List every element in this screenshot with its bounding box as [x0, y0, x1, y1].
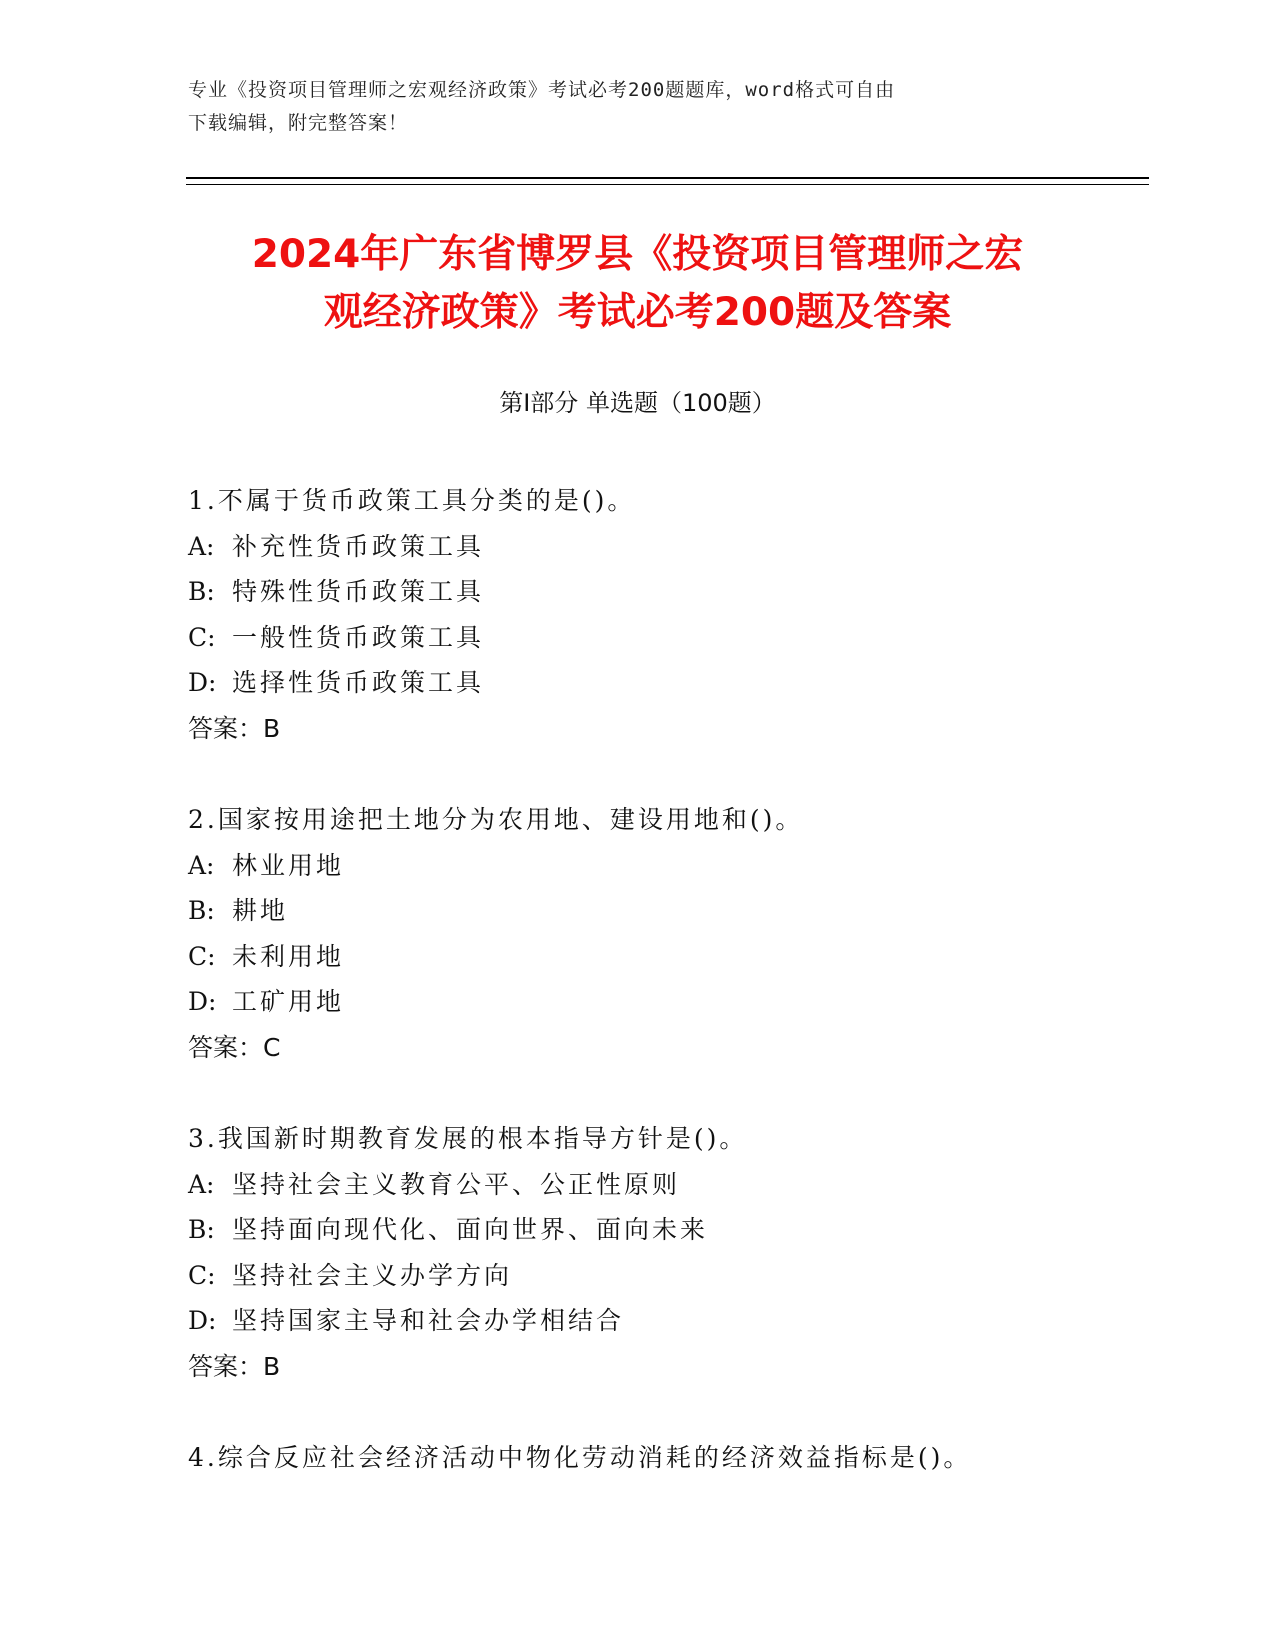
- option-text: 坚持面向现代化、面向世界、面向未来: [232, 1215, 709, 1244]
- option-text: 坚持国家主导和社会办学相结合: [232, 1306, 625, 1335]
- option-letter: A:: [188, 1169, 215, 1199]
- option-text: 坚持社会主义办学方向: [232, 1260, 513, 1290]
- option-letter: D:: [188, 668, 217, 697]
- document-title: [150, 226, 1125, 342]
- option-letter: C:: [188, 941, 216, 971]
- question-stem: 4.综合反应社会经济活动中物化劳动消耗的经济效益指标是()。: [188, 1443, 972, 1472]
- option-a: [188, 1162, 1188, 1208]
- option-letter: A:: [188, 850, 215, 880]
- option-text: 补充性货币政策工具: [232, 531, 485, 561]
- answer: 答案：C: [188, 1032, 281, 1062]
- question-4: [188, 1435, 1188, 1481]
- option-letter: C:: [188, 622, 216, 652]
- option-letter: A:: [188, 531, 215, 561]
- option-letter: B:: [188, 1215, 215, 1244]
- option-b: [188, 569, 1188, 615]
- option-letter: B:: [188, 577, 215, 606]
- header-divider-thick: [186, 177, 1149, 179]
- header-note: [188, 74, 1088, 140]
- question-3: [188, 1116, 1188, 1389]
- option-text: 工矿用地: [232, 987, 345, 1016]
- header-note-line-1: 专业《投资项目管理师之宏观经济政策》考试必考200题题库，word格式可自由: [188, 79, 896, 101]
- option-text: 林业用地: [232, 850, 345, 880]
- option-b: [188, 1207, 1188, 1253]
- header-note-line-2: 下载编辑，附完整答案！: [188, 112, 409, 134]
- question-1: [188, 478, 1188, 751]
- option-c: [188, 1253, 1188, 1299]
- option-d: [188, 1298, 1188, 1344]
- option-letter: D:: [188, 1306, 217, 1335]
- question-stem: 2.国家按用途把土地分为农用地、建设用地和()。: [188, 805, 804, 834]
- document-title-line-2: 观经济政策》考试必考200题及答案: [323, 290, 952, 335]
- question-2: [188, 797, 1188, 1070]
- option-c: [188, 615, 1188, 661]
- option-text: 未利用地: [232, 941, 345, 971]
- option-text: 特殊性货币政策工具: [232, 577, 485, 606]
- answer: 答案：B: [188, 713, 281, 743]
- option-text: 耕地: [232, 896, 289, 925]
- option-d: [188, 660, 1188, 706]
- question-stem: 3.我国新时期教育发展的根本指导方针是()。: [188, 1124, 748, 1153]
- option-letter: D:: [188, 987, 217, 1016]
- answer: 答案：B: [188, 1351, 281, 1381]
- header-divider-thin: [186, 184, 1149, 185]
- option-letter: B:: [188, 896, 215, 925]
- question-stem: 1.不属于货币政策工具分类的是()。: [188, 486, 636, 515]
- option-text: 一般性货币政策工具: [232, 622, 485, 652]
- option-letter: C:: [188, 1260, 216, 1290]
- option-a: [188, 524, 1188, 570]
- option-c: [188, 934, 1188, 980]
- question-list: [188, 478, 1188, 1527]
- option-d: [188, 979, 1188, 1025]
- document-title-line-1: 2024年广东省博罗县《投资项目管理师之宏: [251, 232, 1024, 277]
- section-title: 第Ⅰ部分 单选题（100题）: [499, 389, 776, 417]
- option-text: 坚持社会主义教育公平、公正性原则: [232, 1169, 681, 1199]
- option-text: 选择性货币政策工具: [232, 668, 485, 697]
- option-a: [188, 843, 1188, 889]
- option-b: [188, 888, 1188, 934]
